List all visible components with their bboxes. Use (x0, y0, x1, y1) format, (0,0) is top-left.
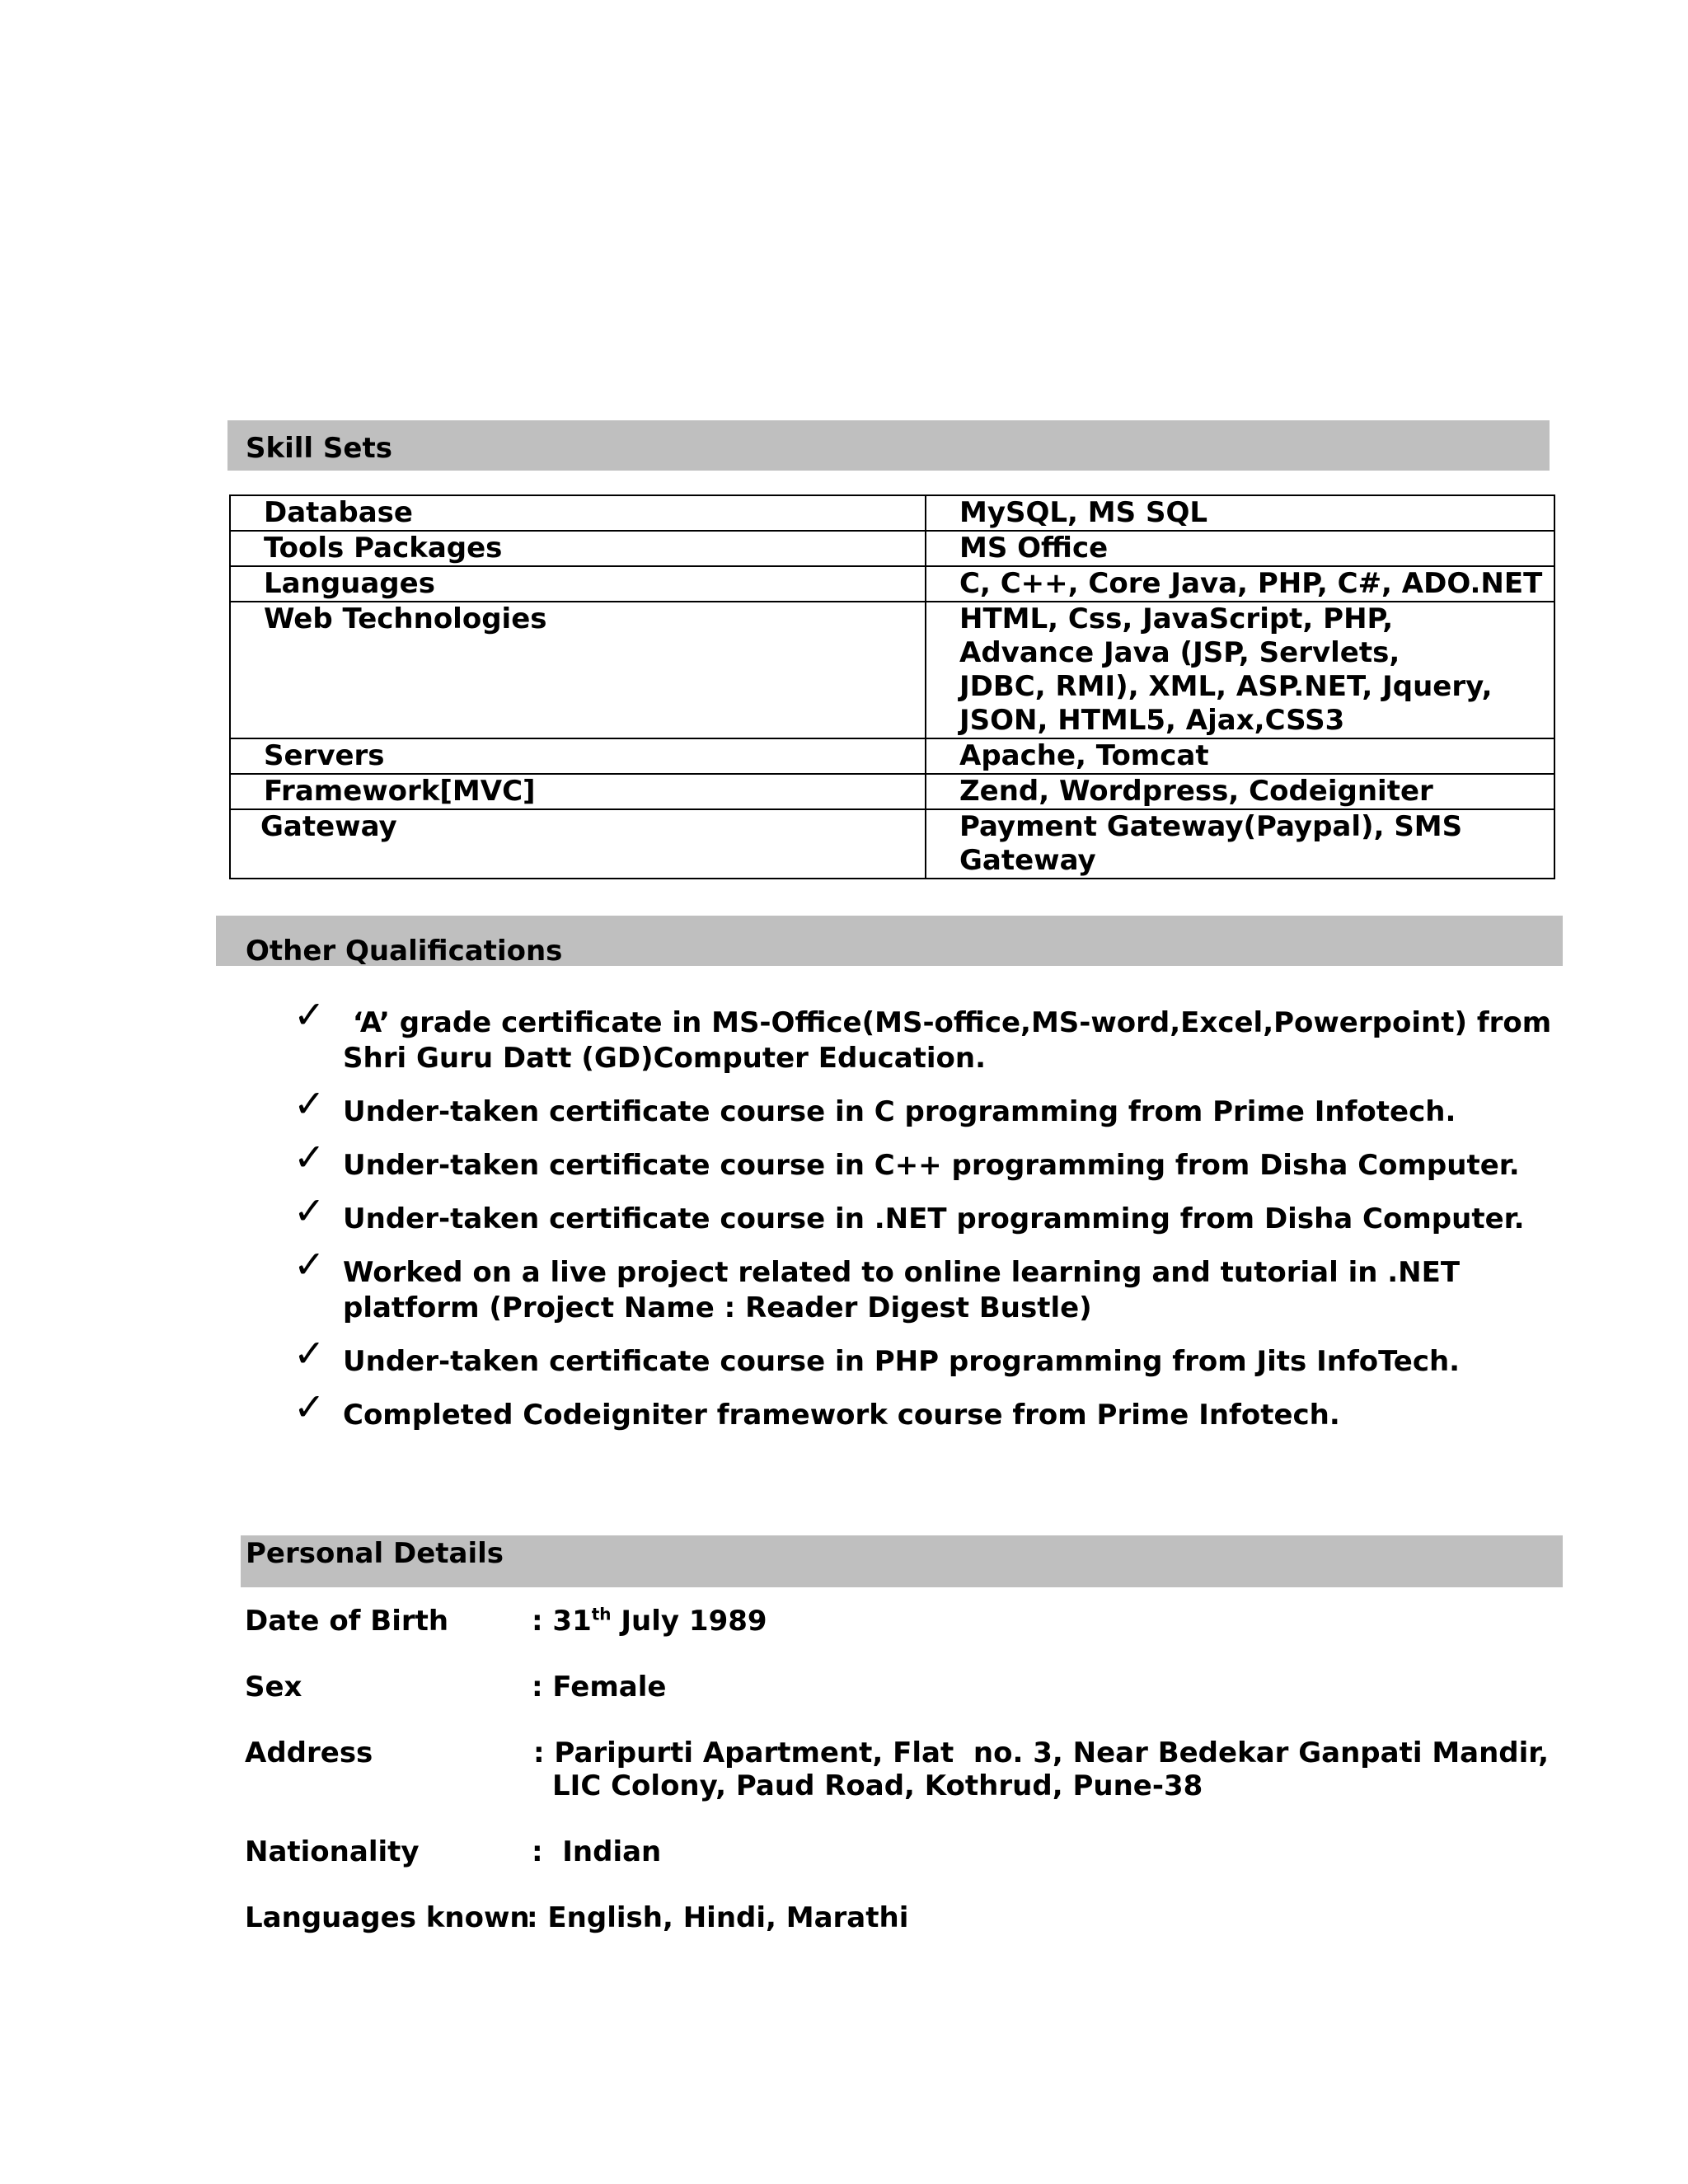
languages-known-value: : English, Hindi, Marathi (527, 1901, 909, 1934)
list-item (293, 1081, 1579, 1130)
skill-key: Servers (230, 738, 926, 774)
table-row (230, 531, 1554, 566)
table-row (230, 738, 1554, 774)
checkmark-icon: ✓ (293, 1081, 326, 1126)
table-row (230, 602, 1554, 738)
list-item (293, 1188, 1579, 1237)
qualification-line: Under-taken certificate course in PHP programming from Jits InfoTech. (343, 1345, 1461, 1378)
address-line-1: : Paripurti Apartment, Flat no. 3, Near Bedekar Ganpati Mandir, (533, 1736, 1549, 1769)
skill-value-line: HTML, Css, JavaScript, PHP, (959, 602, 1394, 635)
table-row (230, 774, 1554, 809)
qualification-line: Under-taken certificate course in .NET programming from Disha Computer. (343, 1202, 1525, 1235)
checkmark-icon: ✓ (293, 1331, 326, 1376)
sex-label: Sex (245, 1671, 302, 1704)
personal-details-title: Personal Details (246, 1537, 504, 1570)
qualification-line: Worked on a live project related to online learning and tutorial in .NET (343, 1256, 1461, 1289)
skill-value: Apache, Tomcat (926, 738, 1554, 774)
skill-value: Zend, Wordpress, Codeigniter (926, 774, 1554, 809)
skill-value-line: Advance Java (JSP, Servlets, (959, 636, 1400, 669)
dob-value (532, 1605, 767, 1638)
nationality-label: Nationality (245, 1835, 420, 1868)
sex-value: : Female (532, 1671, 667, 1704)
skill-sets-header (227, 420, 1550, 471)
skill-key: Tools Packages (230, 531, 926, 566)
skill-value: C, C++, Core Java, PHP, C#, ADO.NET (926, 566, 1554, 602)
dob-day: : 31 (532, 1605, 592, 1638)
list-item (293, 1331, 1579, 1380)
qualification-line: Under-taken certificate course in C programming from Prime Infotech. (343, 1095, 1456, 1128)
checkmark-icon: ✓ (293, 992, 326, 1037)
skill-value-line: Payment Gateway(Paypal), SMS (959, 810, 1463, 843)
list-item (293, 1385, 1579, 1433)
dob-month-year: July 1989 (611, 1605, 767, 1638)
qualification-line: Completed Codeigniter framework course from Prime Infotech. (343, 1399, 1340, 1432)
dob-ordinal: th (591, 1604, 612, 1624)
skills-table (229, 494, 1555, 879)
qualifications-list (293, 992, 1579, 1451)
skill-key: Web Technologies (230, 602, 926, 738)
nationality-value: : Indian (532, 1835, 662, 1868)
other-qualifications-title: Other Qualifications (246, 935, 563, 968)
table-row (230, 495, 1554, 531)
address-line-2: LIC Colony, Paud Road, Kothrud, Pune-38 (552, 1769, 1203, 1802)
skill-value-line: Gateway (959, 844, 1096, 877)
address-label: Address (245, 1736, 373, 1769)
skill-key: Database (230, 495, 926, 531)
table-row (230, 809, 1554, 879)
skill-key: Languages (230, 566, 926, 602)
checkmark-icon: ✓ (293, 1385, 326, 1429)
skill-key: Gateway (230, 809, 926, 879)
table-row (230, 566, 1554, 602)
qualification-line: Shri Guru Datt (GD)Computer Education. (343, 1042, 987, 1075)
skill-key: Framework[MVC] (230, 774, 926, 809)
skill-value-line: JSON, HTML5, Ajax,CSS3 (959, 704, 1345, 737)
checkmark-icon: ✓ (293, 1242, 326, 1286)
list-item (293, 1135, 1579, 1183)
skill-value-line: JDBC, RMI), XML, ASP.NET, Jquery, (959, 670, 1493, 703)
skill-value: MySQL, MS SQL (926, 495, 1554, 531)
list-item (293, 1242, 1579, 1326)
dob-label: Date of Birth (245, 1605, 449, 1638)
skill-value: MS Office (926, 531, 1554, 566)
qualification-line: ‘A’ grade certificate in MS-Office(MS-office,MS-word,Excel,Powerpoint) from (343, 1006, 1552, 1039)
checkmark-icon: ✓ (293, 1188, 326, 1233)
other-qualifications-header (216, 916, 1563, 966)
qualification-line: Under-taken certificate course in C++ programming from Disha Computer. (343, 1149, 1520, 1182)
skill-value (926, 809, 1554, 879)
checkmark-icon: ✓ (293, 1135, 326, 1179)
languages-known-label: Languages known (245, 1901, 530, 1934)
list-item (293, 992, 1579, 1076)
skill-value (926, 602, 1554, 738)
skill-sets-title: Skill Sets (246, 432, 392, 465)
personal-details-header (241, 1535, 1563, 1587)
qualification-line: platform (Project Name : Reader Digest Bustle) (343, 1291, 1092, 1324)
